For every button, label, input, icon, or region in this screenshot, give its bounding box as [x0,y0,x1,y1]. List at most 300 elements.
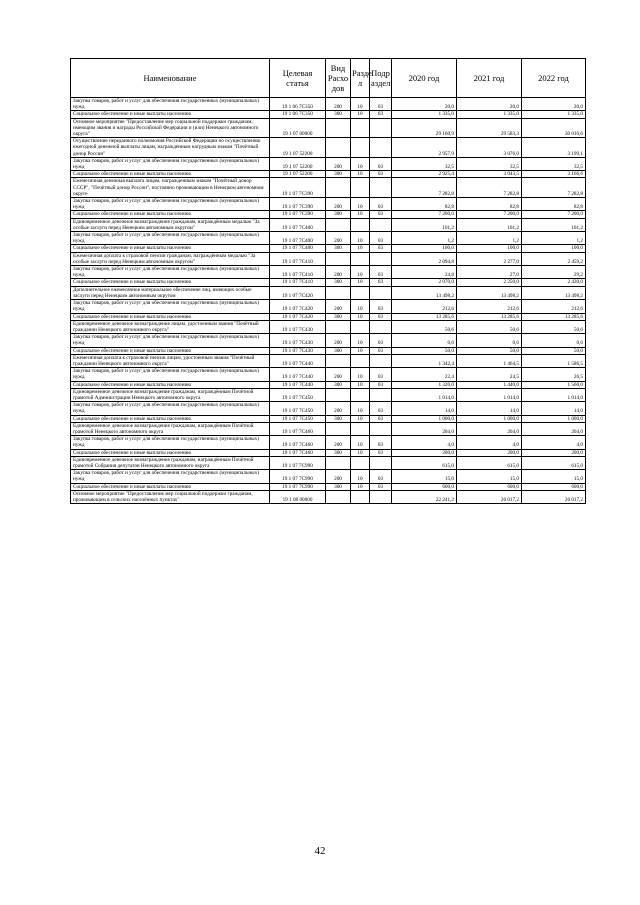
cell-2022: 82,8 [522,198,586,211]
cell-name: Закупка товаров, работ и услуг для обеспечения государственных (муниципальных) нужд [71,98,270,111]
cell-section: 10 [351,211,370,218]
cell-2020: 24,8 [392,266,457,279]
cell-name: Закупка товаров, работ и услуг для обеспечения государственных (муниципальных) нужд [71,334,270,347]
cell-section [351,178,370,198]
cell-2022: 100,0 [522,245,586,252]
cell-2021: 7 200,0 [457,211,522,218]
budget-table [70,58,586,504]
cell-exp-type: 200 [326,334,351,347]
cell-exp-type [326,490,351,503]
cell-name: Закупка товаров, работ и услуг для обеспечения государственных (муниципальных) нужд [71,470,270,483]
cell-subsection [370,388,392,401]
cell-2020: 0,6 [392,334,457,347]
cell-exp-type: 300 [326,483,351,490]
cell-exp-type: 200 [326,470,351,483]
table-row [71,354,586,367]
cell-subsection [370,320,392,333]
cell-2020: 212,6 [392,300,457,313]
cell-name: Ежемесячная денежная выплата лицам, награжденным знаком "Почётный донор СССР", "Почётный донор России", постоянно проживающим в Ненецком автономном округе [71,178,270,198]
cell-code: 19 1 07 7С430 [270,347,326,354]
cell-name: Закупка товаров, работ и услуг для обеспечения государственных (муниципальных) нужд [71,198,270,211]
cell-exp-type [326,354,351,367]
cell-code: 19 1 07 7С430 [270,334,326,347]
cell-2020: 13 285,6 [392,313,457,320]
cell-2020: 100,0 [392,245,457,252]
cell-2021: 212,6 [457,300,522,313]
cell-subsection: 03 [370,470,392,483]
cell-exp-type: 200 [326,98,351,111]
cell-subsection: 03 [370,334,392,347]
cell-exp-type [326,388,351,401]
header-2021: 2021 год [457,59,522,98]
cell-name: Социальное обеспечение и иные выплаты населению [71,415,270,422]
cell-exp-type: 200 [326,266,351,279]
cell-2021: 3 076,0 [457,138,522,158]
cell-code: 19 1 07 7С400 [270,232,326,245]
cell-2022: 7 200,0 [522,211,586,218]
cell-2020: 22 241,2 [392,490,457,503]
cell-2021: 1 335,0 [457,111,522,118]
header-exp-type: Вид Расхо дов [326,59,351,98]
cell-exp-type: 300 [326,111,351,118]
cell-section: 10 [351,171,370,178]
cell-code: 19 1 07 7С430 [270,320,326,333]
cell-2021: 1 014,0 [457,388,522,401]
table-row [71,320,586,333]
cell-name: Социальное обеспечение и иные выплаты населению [71,347,270,354]
cell-2021: 15,0 [457,470,522,483]
cell-2021: 50,6 [457,320,522,333]
cell-subsection: 03 [370,98,392,111]
cell-subsection: 03 [370,171,392,178]
cell-section: 10 [351,334,370,347]
cell-2022: 14,0 [522,402,586,415]
cell-2021: 4,0 [457,436,522,449]
cell-code: 19 1 06 7С350 [270,111,326,118]
cell-code: 19 1 07 7С990 [270,470,326,483]
cell-section [351,422,370,435]
cell-name: Социальное обеспечение и иные выплаты населению [71,483,270,490]
header-subsection: Подр аздел [370,59,392,98]
cell-name: Социальное обеспечение и иные выплаты населению [71,211,270,218]
cell-name: Социальное обеспечение и иные выплаты населению [71,111,270,118]
cell-code: 19 1 07 7С450 [270,415,326,422]
cell-code: 19 1 07 7С420 [270,313,326,320]
cell-code: 19 1 07 7С390 [270,211,326,218]
cell-2021: 27,0 [457,266,522,279]
cell-exp-type: 300 [326,171,351,178]
cell-section: 10 [351,436,370,449]
cell-2020: 1 320,0 [392,381,457,388]
cell-2021: 100,0 [457,245,522,252]
cell-2020: 15,0 [392,470,457,483]
cell-exp-type: 200 [326,198,351,211]
cell-2022: 1 000,0 [522,415,586,422]
cell-2021: 1 000,0 [457,415,522,422]
cell-2021: 13 285,6 [457,313,522,320]
table-row [71,436,586,449]
cell-code: 19 1 07 7С420 [270,286,326,299]
cell-subsection: 03 [370,300,392,313]
table-row [71,449,586,456]
cell-code: 19 1 07 7С990 [270,483,326,490]
cell-code: 19 1 07 7С410 [270,252,326,265]
cell-2022: 0,6 [522,334,586,347]
table-row [71,252,586,265]
cell-2020: 200,0 [392,449,457,456]
cell-exp-type [326,320,351,333]
cell-exp-type [326,178,351,198]
cell-code: 19 1 07 52200 [270,138,326,158]
cell-section: 10 [351,449,370,456]
cell-section [351,118,370,138]
cell-code: 19 1 07 7С440 [270,354,326,367]
cell-2020: 13 498,2 [392,286,457,299]
header-2020: 2020 год [392,59,457,98]
cell-subsection: 03 [370,245,392,252]
cell-2022: 1,2 [522,232,586,245]
cell-exp-type [326,118,351,138]
table-row [71,98,586,111]
table-body [71,98,586,504]
cell-2020: 7 200,0 [392,211,457,218]
cell-name: Закупка товаров, работ и услуг для обеспечения государственных (муниципальных) нужд [71,232,270,245]
cell-2020: 615,0 [392,456,457,469]
cell-2022: 200,0 [522,449,586,456]
cell-name: Социальное обеспечение и иные выплаты населению [71,245,270,252]
cell-section: 10 [351,232,370,245]
cell-name: Единовременное денежное вознаграждение гражданам, награждённым Почётной грамотой Администрации Ненецкого автономного округа [71,388,270,401]
cell-2021: 204,0 [457,422,522,435]
cell-2022: 26,5 [522,368,586,381]
table-row [71,232,586,245]
table-row [71,470,586,483]
table-row [71,490,586,503]
cell-2022: 2 459,2 [522,252,586,265]
cell-exp-type: 200 [326,157,351,170]
cell-2022: 26 017,2 [522,490,586,503]
table-row [71,211,586,218]
cell-section: 10 [351,111,370,118]
cell-2020: 7 282,8 [392,178,457,198]
cell-2021: 101,2 [457,218,522,231]
cell-subsection: 03 [370,211,392,218]
cell-2022: 2 430,0 [522,279,586,286]
cell-section: 10 [351,402,370,415]
cell-2022: 13 498,2 [522,286,586,299]
cell-subsection: 03 [370,368,392,381]
cell-exp-type: 200 [326,300,351,313]
cell-exp-type: 300 [326,449,351,456]
cell-2020: 14,0 [392,402,457,415]
cell-name: Социальное обеспечение и иные выплаты населению [71,313,270,320]
cell-2022: 1 586,5 [522,354,586,367]
cell-2021: 1 464,5 [457,354,522,367]
cell-subsection: 03 [370,449,392,456]
cell-section [351,320,370,333]
table-row [71,313,586,320]
cell-2020: 29 160,9 [392,118,457,138]
table-row [71,402,586,415]
cell-2020: 50,0 [392,347,457,354]
cell-2020: 1 342,4 [392,354,457,367]
cell-2022: 615,0 [522,456,586,469]
table-row [71,279,586,286]
table-row [71,381,586,388]
cell-2020: 1 014,0 [392,388,457,401]
cell-2021: 29 583,3 [457,118,522,138]
cell-section: 10 [351,415,370,422]
cell-section [351,286,370,299]
cell-2022: 3 199,1 [522,138,586,158]
cell-section: 10 [351,300,370,313]
cell-2022: 4,0 [522,436,586,449]
cell-exp-type [326,286,351,299]
cell-exp-type: 200 [326,402,351,415]
cell-subsection: 03 [370,232,392,245]
cell-2022: 13 285,6 [522,313,586,320]
cell-section: 10 [351,313,370,320]
cell-exp-type: 300 [326,381,351,388]
cell-name: Единовременное денежное вознаграждение гражданам, награждённым медалью "За особые заслуги перед Ненецким автономным округом" [71,218,270,231]
cell-2022: 600,0 [522,483,586,490]
cell-2021: 24,5 [457,368,522,381]
cell-2021: 0,6 [457,334,522,347]
cell-2022: 20,0 [522,98,586,111]
cell-section: 10 [351,483,370,490]
cell-2021: 32,5 [457,157,522,170]
cell-exp-type [326,252,351,265]
cell-2022: 212,6 [522,300,586,313]
cell-2020: 204,0 [392,422,457,435]
cell-section [351,490,370,503]
cell-subsection: 03 [370,157,392,170]
cell-subsection: 03 [370,415,392,422]
cell-name: Социальное обеспечение и иные выплаты населению [71,279,270,286]
table-row [71,138,586,158]
cell-2020: 20,0 [392,98,457,111]
table-row [71,286,586,299]
cell-2021: 26 017,2 [457,490,522,503]
cell-2020: 2 925,4 [392,171,457,178]
cell-section: 10 [351,266,370,279]
cell-code: 19 1 07 7С460 [270,422,326,435]
cell-code: 19 1 07 52200 [270,157,326,170]
cell-code: 19 1 07 7С390 [270,198,326,211]
cell-name: Закупка товаров, работ и услуг для обеспечения государственных (муниципальных) нужд [71,402,270,415]
cell-exp-type: 300 [326,279,351,286]
cell-code: 19 1 07 7С450 [270,402,326,415]
table-row [71,368,586,381]
table-row [71,171,586,178]
cell-2021: 1 440,0 [457,381,522,388]
cell-name: Социальное обеспечение и иные выплаты населению [71,381,270,388]
cell-code: 19 1 08 00000 [270,490,326,503]
table-row [71,198,586,211]
cell-code: 19 1 07 7С390 [270,178,326,198]
cell-subsection: 03 [370,381,392,388]
cell-2022: 29,2 [522,266,586,279]
cell-name: Единовременное денежное вознаграждение гражданам, награждённым Почётной грамотой Собрания депутатов Ненецкого автономного округа [71,456,270,469]
cell-section: 10 [351,245,370,252]
cell-exp-type [326,422,351,435]
cell-code: 19 1 07 7С410 [270,279,326,286]
cell-code: 19 1 07 52200 [270,171,326,178]
cell-name: Закупка товаров, работ и услуг для обеспечения государственных (муниципальных) нужд [71,368,270,381]
cell-subsection [370,252,392,265]
cell-name: Единовременное денежное вознаграждение гражданам, награждённым Почётной грамотой Ненецкого автономного округа [71,422,270,435]
cell-2021: 615,0 [457,456,522,469]
cell-code: 19 1 07 7С460 [270,436,326,449]
cell-2020: 32,5 [392,157,457,170]
cell-subsection [370,490,392,503]
cell-name: Дополнительное ежемесячное материальное обеспечение лиц, имеющих особые заслуги перед Ненецким автономным округом [71,286,270,299]
cell-code: 19 1 07 00000 [270,118,326,138]
cell-2020: 82,8 [392,198,457,211]
cell-code: 19 1 07 7С990 [270,456,326,469]
table-row [71,111,586,118]
cell-exp-type [326,456,351,469]
header-section: Разде л [351,59,370,98]
cell-code: 19 1 07 7С450 [270,388,326,401]
cell-subsection: 03 [370,198,392,211]
table-row [71,388,586,401]
cell-name: Основное мероприятие "Предоставление мер социальной поддержки гражданам, имеющим звания и награды Российской Федерации и (или) Ненецкого автономного округа" [71,118,270,138]
cell-2020: 4,0 [392,436,457,449]
cell-2022: 101,2 [522,218,586,231]
cell-name: Закупка товаров, работ и услуг для обеспечения государственных (муниципальных) нужд [71,436,270,449]
cell-subsection [370,286,392,299]
cell-2022: 1 335,0 [522,111,586,118]
cell-subsection: 03 [370,266,392,279]
cell-name: Осуществление переданного полномочия Российской Федерации по осуществлению ежегодной денежной выплаты лицам, награжденным нагрудным знаком "Почётный донор России" [71,138,270,158]
cell-exp-type: 300 [326,245,351,252]
cell-2021: 20,0 [457,98,522,111]
cell-code: 19 1 06 7С350 [270,98,326,111]
cell-2021: 50,0 [457,347,522,354]
cell-2020: 101,2 [392,218,457,231]
cell-2021: 2 250,0 [457,279,522,286]
cell-subsection: 03 [370,347,392,354]
cell-subsection [370,354,392,367]
cell-subsection: 03 [370,402,392,415]
cell-section: 10 [351,157,370,170]
cell-section: 10 [351,279,370,286]
cell-code: 19 1 07 7С420 [270,300,326,313]
cell-subsection: 03 [370,279,392,286]
cell-code: 19 1 07 7С400 [270,245,326,252]
header-name: Наименование [71,59,270,98]
table-row [71,347,586,354]
cell-name: Закупка товаров, работ и услуг для обеспечения государственных (муниципальных) нужд [71,157,270,170]
cell-2021: 2 277,0 [457,252,522,265]
cell-subsection [370,456,392,469]
cell-2021: 13 498,2 [457,286,522,299]
cell-section [351,354,370,367]
cell-exp-type: 200 [326,232,351,245]
cell-2021: 82,8 [457,198,522,211]
cell-code: 19 1 07 7С410 [270,266,326,279]
cell-exp-type: 300 [326,347,351,354]
cell-section: 10 [351,347,370,354]
cell-2022: 1 014,0 [522,388,586,401]
cell-section [351,138,370,158]
cell-subsection [370,178,392,198]
cell-exp-type: 300 [326,211,351,218]
cell-2022: 50,0 [522,347,586,354]
cell-2020: 600,0 [392,483,457,490]
header-2022: 2022 год [522,59,586,98]
table-row [71,118,586,138]
cell-exp-type: 300 [326,415,351,422]
table-row [71,245,586,252]
cell-code: 19 1 07 7С440 [270,381,326,388]
cell-2022: 7 282,8 [522,178,586,198]
cell-2022: 204,0 [522,422,586,435]
cell-exp-type [326,218,351,231]
cell-2020: 1 000,0 [392,415,457,422]
cell-section: 10 [351,98,370,111]
table-row [71,178,586,198]
cell-subsection [370,138,392,158]
cell-2022: 1 560,0 [522,381,586,388]
cell-2022: 30 010,6 [522,118,586,138]
cell-2021: 3 043,5 [457,171,522,178]
cell-2020: 2 070,0 [392,279,457,286]
cell-2020: 1 335,0 [392,111,457,118]
cell-2022: 32,5 [522,157,586,170]
table-row [71,300,586,313]
cell-2022: 3 166,6 [522,171,586,178]
cell-subsection [370,118,392,138]
cell-exp-type: 300 [326,313,351,320]
table-row [71,157,586,170]
cell-name: Единовременное денежное вознаграждение лицам, удостоенным звания "Почётный гражданин Ненецкого автономного округа" [71,320,270,333]
cell-code: 19 1 07 7С440 [270,368,326,381]
cell-2020: 2 957,9 [392,138,457,158]
cell-section: 10 [351,198,370,211]
cell-2020: 1,2 [392,232,457,245]
cell-section: 10 [351,470,370,483]
cell-subsection: 03 [370,483,392,490]
cell-name: Ежемесячная доплата к страховой пенсии лицам, удостоенным звания "Почётный гражданин Ненецкого автономного округа" [71,354,270,367]
table-row [71,415,586,422]
cell-subsection: 03 [370,436,392,449]
cell-2021: 600,0 [457,483,522,490]
cell-exp-type [326,138,351,158]
cell-name: Социальное обеспечение и иные выплаты населению [71,449,270,456]
cell-name: Социальное обеспечение и иные выплаты населению [71,171,270,178]
table-row [71,218,586,231]
cell-name: Основное мероприятие "Предоставление мер социальной поддержки гражданам, проживающим в сельских населённых пунктах" [71,490,270,503]
cell-2020: 2 094,8 [392,252,457,265]
cell-2022: 15,0 [522,470,586,483]
page-number: 42 [314,845,326,857]
table-row [71,422,586,435]
table-row [71,266,586,279]
cell-2022: 50,6 [522,320,586,333]
cell-2021: 14,0 [457,402,522,415]
cell-2020: 50,6 [392,320,457,333]
cell-subsection [370,218,392,231]
cell-section [351,252,370,265]
cell-subsection: 03 [370,313,392,320]
cell-code: 19 1 07 7С400 [270,218,326,231]
cell-section: 10 [351,368,370,381]
cell-exp-type: 200 [326,368,351,381]
cell-2021: 200,0 [457,449,522,456]
table-row [71,334,586,347]
